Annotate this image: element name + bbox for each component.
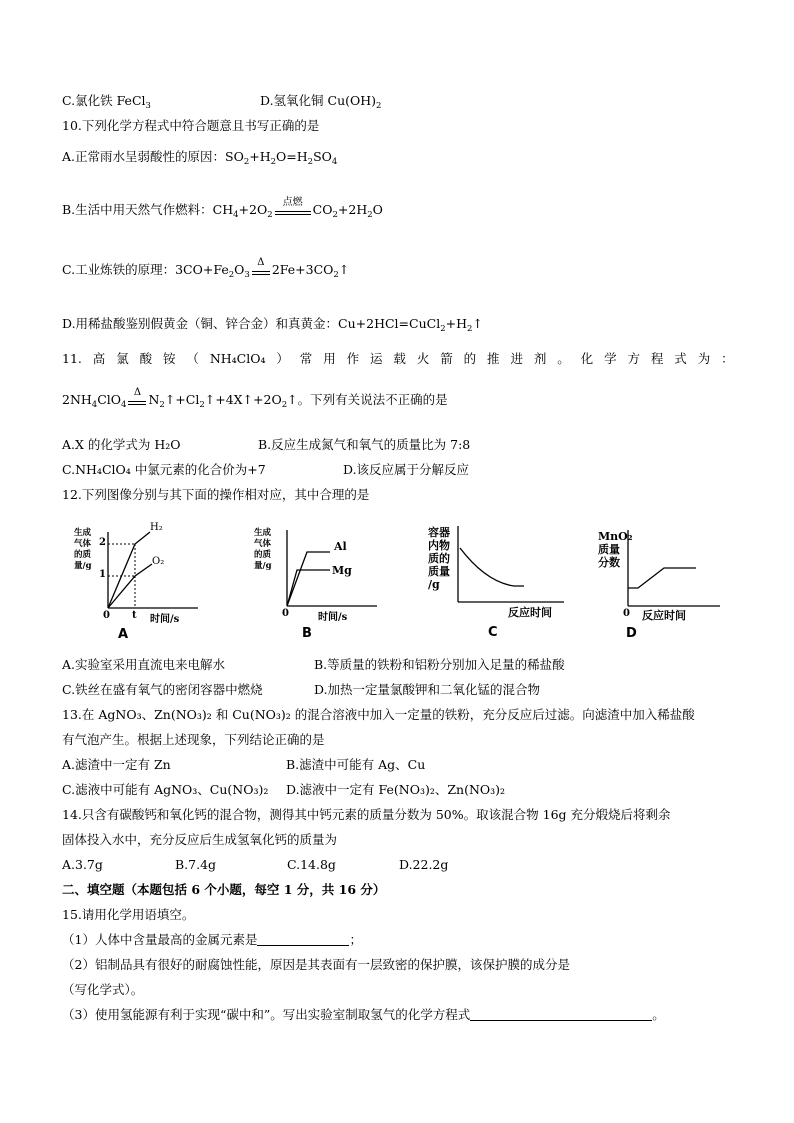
q11-option-a: A.X 的化学式为 H₂O [62,437,181,452]
tick-x-t: t [132,610,137,621]
q15-sub2-line2: （写化学式）。 [62,982,144,997]
series-label-h2: H₂ [150,522,163,533]
q13-stem-line2: 有气泡产生。根据上述现象，下列结论正确的是 [62,732,325,747]
q9-option-d: D.氢氧化铜 $Cu(OH)_2$ [260,93,382,111]
q11-stem-char: 学 [604,351,617,366]
q11-stem-char: 推 [487,351,500,366]
q11-stem-char: 11. [62,351,82,366]
graph-a [70,522,210,646]
q11-stem-char: 化 [580,351,594,366]
q11-stem [62,351,734,367]
q11-stem-char: 常 [299,351,313,366]
q10-option-b: B.生活中用天然气作燃料：$CH_4+2O_2$ 点燃 $CO_2+2H_2O$ [62,202,383,223]
series-label-mg: Mg [332,564,352,577]
graph-d-ylabel: MnO₂ 质量 分数 [598,530,633,569]
q12-option-a: A.实验室采用直流电来电解水 [62,657,226,672]
tick-1: 1 [99,569,106,580]
graph-d [594,526,734,646]
q12-option-d: D.加热一定量氯酸钾和二氧化锰的混合物 [314,682,541,697]
q10-stem: 10.下列化学方程式中符合题意且书写正确的是 [62,118,320,133]
tick-x-0: 0 [103,610,110,621]
q11-stem-char: 作 [346,351,360,366]
q15-sub3: （3）使用氢能源有利于实现“碳中和”。写出实验室制取氢气的化学方程式 。 [62,1007,665,1022]
q15-stem: 15.请用化学用语填空。 [62,907,195,922]
q11-stem-char: 箭 [440,351,453,366]
q11-option-d: D.该反应属于分解反应 [343,462,470,477]
tick-2: 2 [99,537,106,548]
q14-stem-line2: 固体投入水中，充分反应后生成氢氧化钙的质量为 [62,832,338,847]
q11-stem-char: 方 [627,351,640,366]
graph-b-letter: B [302,626,312,641]
graph-d-xlabel: 反应时间 [642,609,686,622]
q14-option-c: C.14.8g [287,857,336,872]
graph-b [252,526,392,646]
q14-stem-line1: 14.只含有碳酸钙和氧化钙的混合物，测得其中钙元素的质量分数为 50%。取该混合物 16g 充分煅烧后将剩余 [62,807,671,822]
section-title: 二、填空题（本题包括 6 个小题，每空 1 分，共 16 分） [62,882,386,897]
q11-stem-char: 剂 [533,351,547,366]
graph-d-letter: D [626,626,637,641]
answer-blank[interactable] [257,933,349,946]
q11-stem-char: NH₄ClO₄ [209,351,266,366]
q11-stem-char: ： [721,351,734,366]
q14-option-b: B.7.4g [175,857,217,872]
series-al-line [287,552,330,606]
q13-stem-line1: 13.在 AgNO₃、Zn(NO₃)₂ 和 Cu(NO₃)₂ 的混合溶液中加入一定量的铁粉，充分反应后过滤。向滤渣中加入稀盐酸 [62,707,695,722]
q11-stem-char: 酸 [139,351,153,366]
q11-option-c: C.NH₄ClO₄ 中氯元素的化合价为+7 [62,462,266,477]
mass-curve [460,548,524,586]
reaction-condition: Δ [250,267,272,283]
answer-blank[interactable] [470,1008,652,1021]
q14-option-a: A.3.7g [62,857,103,872]
q12-option-c: C.铁丝在盛有氧气的密闭容器中燃烧 [62,682,263,697]
graph-a-letter: A [118,627,129,642]
graph-c-letter: C [488,625,498,640]
series-label-o2: O₂ [152,556,165,567]
series-label-al: Al [334,540,347,553]
graph-b-xlabel: 时间/s [318,612,348,623]
q13-option-c: C.滤液中可能有 AgNO₃、Cu(NO₃)₂ [62,782,269,797]
q12-stem: 12.下列图像分别与其下面的操作相对应，其中合理的是 [62,487,370,502]
q10-option-a: A.正常雨水呈弱酸性的原因：$SO_2+H_2O=H_2SO_4$ [62,149,338,167]
q11-stem-char: （ [186,351,199,366]
q15-sub1: （1）人体中含量最高的金属元素是 ； [62,932,362,947]
q11-stem-char: 为 [697,351,711,366]
graph-a-xlabel: 时间/s [150,614,180,625]
graph-b-ylabel: 生成 气体 的质 量/g [254,528,272,571]
graph-c-ylabel: 容器 内物 质的 质量 /g [428,526,450,591]
tick-x-0: 0 [623,608,630,619]
q10-option-c: C.工业炼铁的原理：$3CO+Fe_2O_3$ Δ $2Fe+3CO_2↑$ [62,262,349,283]
q15-sub2-line1: （2）铝制品具有很好的耐腐蚀性能，原因是其表面有一层致密的保护膜，该保护膜的成分是 [62,957,570,972]
reaction-condition: 点燃 [273,207,313,223]
q11-stem-char: 。 [557,351,570,366]
graph-a-ylabel: 生成 气体 的质 量/g [74,528,92,571]
mno2-fraction-line [628,568,696,588]
q11-stem-char: 的 [463,351,477,366]
q11-stem-char: 载 [393,351,406,366]
series-o2-line [108,564,152,608]
q11-stem-char: 铵 [163,351,176,366]
q11-option-b: B.反应生成氮气和氧气的质量比为 7:8 [258,437,471,452]
q13-option-a: A.滤渣中一定有 Zn [62,757,171,772]
q12-option-b: B.等质量的铁粉和铝粉分别加入足量的稀盐酸 [314,657,565,672]
q11-stem-char: 式 [674,351,687,366]
q11-stem-char: 运 [370,351,383,366]
q11-equation: $2NH_4ClO_4$ Δ $N_2↑+Cl_2↑+4X↑+2O_2↑$。下列有关说法不正确的是 [62,392,448,413]
q11-stem-char: 火 [416,351,430,366]
q11-stem-char: ） [276,351,289,366]
q11-stem-char: 用 [323,351,336,366]
q14-option-d: D.22.2g [399,857,449,872]
q11-stem-char: 进 [510,351,523,366]
q13-option-d: D.滤液中一定有 Fe(NO₃)₂、Zn(NO₃)₂ [286,782,506,797]
tick-x-0: 0 [282,608,289,619]
graph-c-xlabel: 反应时间 [508,606,552,619]
q11-stem-char: 程 [650,351,664,366]
graph-c [424,526,574,646]
q13-option-b: B.滤渣中可能有 Ag、Cu [286,757,426,772]
reaction-condition: Δ [126,397,148,413]
q10-option-d: D.用稀盐酸鉴别假黄金（铜、锌合金）和真黄金：$Cu+2HCl=CuCl_2+H_2↑$ [62,316,483,334]
q11-stem-char: 氯 [116,351,129,366]
q11-stem-char: 高 [92,351,106,366]
q9-option-c: C.氯化铁 FeCl$_3$ [62,93,151,111]
graph-b-svg [252,526,392,646]
